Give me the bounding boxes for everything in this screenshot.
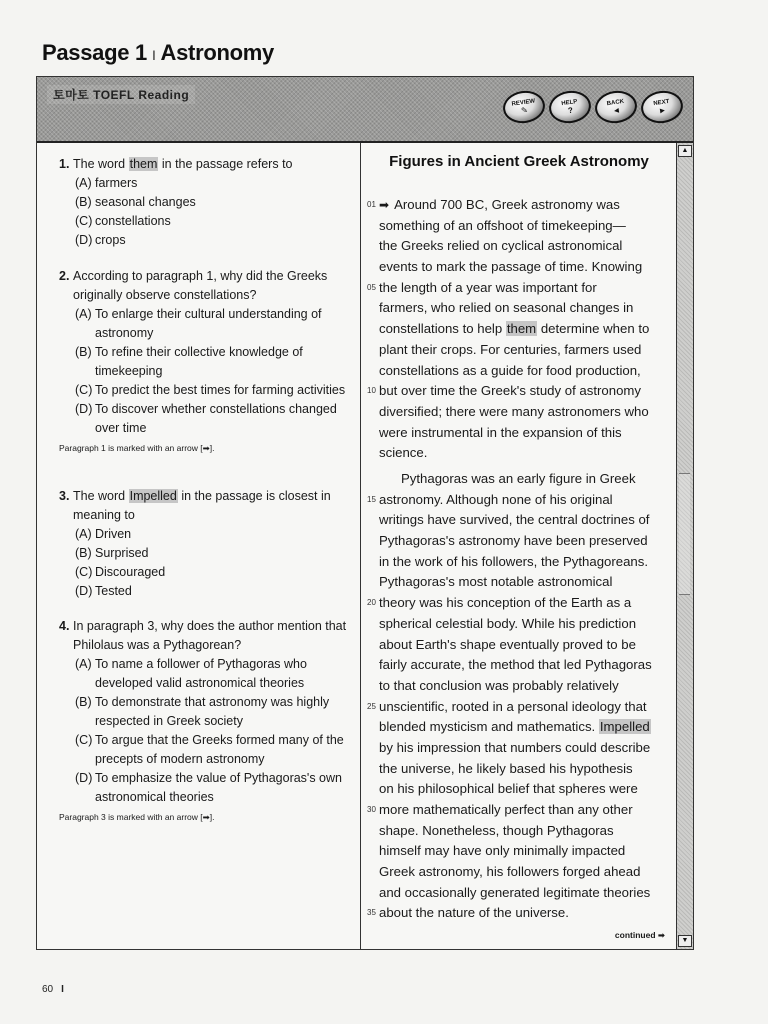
option-letter: (B) bbox=[75, 695, 92, 709]
line-text: in the work of his followers, the Pythagoreans. bbox=[379, 553, 649, 569]
line-number: 30 bbox=[367, 805, 376, 814]
option-text: Discouraged bbox=[95, 565, 166, 579]
passage-scrollbar[interactable] bbox=[676, 143, 693, 949]
next-arrow-icon: ► bbox=[657, 104, 667, 115]
line-text: but over time the Greek's study of astronomy bbox=[379, 383, 641, 399]
passage-line bbox=[361, 593, 677, 614]
option-letter: (A) bbox=[75, 307, 92, 321]
passage-line bbox=[361, 614, 677, 635]
line-number: 15 bbox=[367, 494, 376, 504]
question-4 bbox=[59, 617, 349, 827]
option-text: To emphasize the value of Pythagoras's own astronomical theories bbox=[95, 771, 342, 804]
question-stem bbox=[73, 155, 349, 174]
scroll-up-icon[interactable]: ▲ bbox=[678, 145, 692, 157]
paragraph-arrow-icon: ➡ bbox=[379, 198, 390, 212]
passage-line bbox=[361, 635, 677, 656]
help-button[interactable] bbox=[547, 88, 593, 126]
paragraph-note: Paragraph 1 is marked with an arrow [➡]. bbox=[59, 443, 215, 453]
line-text: events to mark the passage of time. Knowing bbox=[379, 259, 643, 275]
line-number: 25 bbox=[367, 701, 376, 711]
answer-option[interactable] bbox=[59, 525, 349, 544]
passage-line bbox=[361, 298, 677, 319]
option-letter: (C) bbox=[75, 214, 93, 228]
passage-line bbox=[361, 759, 677, 780]
passage-line bbox=[361, 490, 677, 511]
passage-line bbox=[361, 340, 677, 361]
page-number bbox=[42, 984, 64, 995]
page-title bbox=[42, 40, 274, 66]
line-text: himself may have only minimally impacted bbox=[379, 843, 626, 859]
question-stem bbox=[73, 487, 349, 525]
toolbar bbox=[37, 77, 693, 143]
line-text: spherical celestial body. While his prediction bbox=[379, 615, 637, 631]
question-number: 1. bbox=[59, 157, 70, 171]
passage-line bbox=[361, 552, 677, 573]
passage-line bbox=[361, 821, 677, 842]
passage-line bbox=[361, 800, 677, 821]
line-text: on his philosophical belief that spheres were bbox=[379, 781, 638, 797]
paragraph-2 bbox=[361, 469, 677, 924]
passage-line bbox=[361, 402, 677, 423]
line-text: Pythagoras's most notable astronomical bbox=[379, 574, 613, 590]
option-letter: (D) bbox=[75, 233, 93, 247]
question-3 bbox=[59, 487, 349, 601]
passage-line bbox=[361, 655, 677, 676]
passage-line bbox=[361, 278, 677, 299]
line-text: plant their crops. For centuries, farmers used bbox=[379, 341, 642, 357]
answer-option[interactable] bbox=[59, 769, 349, 807]
nav-buttons bbox=[503, 91, 683, 123]
option-text: To predict the best times for farming activities bbox=[95, 383, 346, 397]
answer-option[interactable] bbox=[59, 174, 349, 193]
question-number: 2. bbox=[59, 269, 70, 283]
option-text: farmers bbox=[95, 176, 138, 190]
answer-option[interactable] bbox=[59, 305, 349, 343]
line-text: theory was his conception of the Earth as a bbox=[379, 595, 632, 611]
question-stem: According to paragraph 1, why did the Greeks originally observe constellations? bbox=[73, 269, 328, 302]
option-text: To enlarge their cultural understanding of astronomy bbox=[95, 307, 322, 340]
line-text: Around 700 BC, Greek astronomy was bbox=[394, 197, 620, 212]
answer-option[interactable] bbox=[59, 655, 349, 693]
line-text: blended mysticism and mathematics. bbox=[379, 719, 599, 735]
passage-title: Figures in Ancient Greek Astronomy bbox=[389, 153, 649, 170]
review-button[interactable] bbox=[501, 88, 547, 126]
line-text: by his impression that numbers could describe bbox=[379, 739, 651, 755]
line-number: 01 bbox=[367, 200, 376, 209]
option-text: Tested bbox=[95, 584, 132, 598]
option-text: To argue that the Greeks formed many of the precepts of modern astronomy bbox=[95, 733, 344, 766]
title-topic: Astronomy bbox=[160, 40, 274, 65]
passage-line bbox=[361, 443, 677, 464]
title-main: Passage 1 bbox=[42, 40, 147, 65]
question-2 bbox=[59, 267, 349, 458]
option-letter: (D) bbox=[75, 584, 93, 598]
stem-text: in the passage refers to bbox=[158, 157, 293, 171]
option-text: constellations bbox=[95, 214, 171, 228]
continued-label: continued ➡ bbox=[614, 930, 665, 940]
line-text: about Earth's shape eventually proved to be bbox=[379, 636, 636, 652]
stem-text: The word bbox=[73, 157, 129, 171]
line-text: more mathematically perfect than any other bbox=[379, 802, 633, 817]
option-letter: (C) bbox=[75, 565, 93, 579]
option-text: Driven bbox=[95, 527, 132, 541]
passage-line bbox=[361, 779, 677, 800]
option-letter: (A) bbox=[75, 527, 92, 541]
paragraph-1 bbox=[361, 195, 677, 464]
back-label: BACK bbox=[606, 98, 625, 107]
option-letter: (D) bbox=[75, 771, 93, 785]
line-text: science. bbox=[379, 445, 428, 461]
next-label: NEXT bbox=[653, 98, 670, 107]
highlighted-word: them bbox=[506, 321, 537, 337]
question-number: 4. bbox=[59, 619, 70, 633]
option-letter: (C) bbox=[75, 733, 93, 747]
title-separator: I bbox=[151, 47, 156, 63]
scroll-down-icon[interactable]: ▼ bbox=[678, 935, 692, 947]
passage-line bbox=[361, 216, 677, 237]
passage-line bbox=[361, 841, 677, 862]
option-letter: (B) bbox=[75, 345, 92, 359]
line-text: constellations to help bbox=[379, 321, 506, 337]
passage-line bbox=[361, 423, 677, 444]
next-button[interactable] bbox=[639, 88, 685, 126]
line-text: farmers, who relied on seasonal changes in bbox=[379, 300, 634, 316]
passage-line bbox=[361, 572, 677, 593]
passage-line bbox=[361, 717, 677, 738]
option-letter: (A) bbox=[75, 657, 92, 671]
passage-line bbox=[361, 469, 677, 490]
help-icon: ? bbox=[567, 105, 574, 115]
answer-option[interactable] bbox=[59, 381, 349, 400]
line-text: the universe, he likely based his hypothesis bbox=[379, 760, 633, 776]
answer-option[interactable] bbox=[59, 231, 349, 250]
option-text: To discover whether constellations changed over time bbox=[95, 402, 337, 435]
passage-line bbox=[361, 381, 677, 402]
answer-option[interactable] bbox=[59, 343, 349, 381]
answer-option[interactable] bbox=[59, 563, 349, 582]
brand-label: 토마토 TOEFL Reading bbox=[47, 85, 195, 104]
answer-option[interactable] bbox=[59, 193, 349, 212]
answer-option[interactable] bbox=[59, 400, 349, 438]
line-text: diversified; there were many astronomers who bbox=[379, 403, 649, 419]
toefl-window bbox=[36, 76, 694, 950]
answer-option[interactable] bbox=[59, 544, 349, 563]
line-text: shape. Nonetheless, though Pythagoras bbox=[379, 822, 614, 838]
passage-line bbox=[361, 883, 677, 904]
option-text: seasonal changes bbox=[95, 195, 196, 209]
paragraph-note: Paragraph 3 is marked with an arrow [➡]. bbox=[59, 812, 215, 822]
passage-line bbox=[361, 195, 677, 216]
back-button[interactable] bbox=[593, 88, 639, 126]
question-stem: In paragraph 3, why does the author mention that Philolaus was a Pythagorean? bbox=[73, 619, 347, 652]
passage-line bbox=[361, 862, 677, 883]
answer-option[interactable] bbox=[59, 731, 349, 769]
line-number: 20 bbox=[367, 598, 376, 608]
passage-line bbox=[361, 676, 677, 697]
line-text: the Greeks relied on cyclical astronomical bbox=[379, 238, 623, 254]
passage-line bbox=[361, 510, 677, 531]
option-letter: (B) bbox=[75, 195, 92, 209]
option-letter: (C) bbox=[75, 383, 93, 397]
page-number-bar: I bbox=[61, 984, 64, 995]
review-label: REVIEW bbox=[511, 97, 536, 108]
scrollbar-thumb[interactable] bbox=[679, 473, 690, 595]
line-text: fairly accurate, the method that led Pythagoras bbox=[379, 657, 652, 673]
answer-option[interactable] bbox=[59, 212, 349, 231]
passage-line bbox=[361, 903, 677, 924]
passage-line bbox=[361, 319, 677, 340]
review-icon: ✎ bbox=[520, 105, 529, 115]
line-text: were instrumental in the expansion of this bbox=[379, 424, 622, 440]
option-letter: (D) bbox=[75, 402, 93, 416]
highlighted-word: them bbox=[129, 157, 158, 171]
passage-pane bbox=[361, 143, 677, 949]
option-text: Surprised bbox=[95, 546, 149, 560]
passage-line bbox=[361, 236, 677, 257]
page-number-text: 60 bbox=[42, 984, 54, 995]
answer-option[interactable] bbox=[59, 693, 349, 731]
question-number: 3. bbox=[59, 489, 70, 503]
line-text: Pythagoras's astronomy have been preserved bbox=[379, 533, 648, 549]
passage-line bbox=[361, 738, 677, 759]
help-label: HELP bbox=[561, 98, 578, 107]
option-text: To name a follower of Pythagoras who developed valid astronomical theories bbox=[95, 657, 307, 690]
passage-line bbox=[361, 697, 677, 718]
option-letter: (B) bbox=[75, 546, 92, 560]
line-number: 10 bbox=[367, 386, 376, 396]
questions-pane bbox=[37, 143, 361, 949]
passage-line bbox=[361, 531, 677, 552]
option-text: To refine their collective knowledge of timekeeping bbox=[95, 345, 303, 378]
line-text: something of an offshoot of timekeeping— bbox=[379, 217, 626, 233]
question-1 bbox=[59, 155, 349, 250]
line-text: Greek astronomy, his followers forged ahead bbox=[379, 864, 641, 880]
line-text: unscientific, rooted in a personal ideology that bbox=[379, 698, 647, 714]
highlighted-word: Impelled bbox=[129, 489, 177, 503]
line-text: determine when to bbox=[537, 321, 650, 337]
line-text: and occasionally generated legitimate theories bbox=[379, 884, 651, 900]
answer-option[interactable] bbox=[59, 582, 349, 601]
stem-text: in the passage is closest in meaning to bbox=[73, 489, 331, 522]
line-text: astronomy. Although none of his original bbox=[379, 491, 613, 507]
line-text: the length of a year was important for bbox=[379, 279, 597, 295]
line-number: 05 bbox=[367, 282, 376, 292]
line-text: about the nature of the universe. bbox=[379, 905, 569, 921]
line-text: Pythagoras was an early figure in Greek bbox=[401, 471, 636, 486]
line-number: 35 bbox=[367, 908, 376, 918]
option-text: To demonstrate that astronomy was highly respected in Greek society bbox=[95, 695, 330, 728]
highlighted-word: Impelled bbox=[599, 719, 650, 735]
option-text: crops bbox=[95, 233, 126, 247]
line-text: to that conclusion was probably relatively bbox=[379, 677, 619, 693]
stem-text: The word bbox=[73, 489, 129, 503]
line-text: constellations as a guide for food production, bbox=[379, 362, 641, 378]
back-arrow-icon: ◄ bbox=[611, 104, 621, 115]
passage-line bbox=[361, 361, 677, 382]
option-letter: (A) bbox=[75, 176, 92, 190]
passage-line bbox=[361, 257, 677, 278]
line-text: writings have survived, the central doctrines of bbox=[379, 512, 650, 528]
